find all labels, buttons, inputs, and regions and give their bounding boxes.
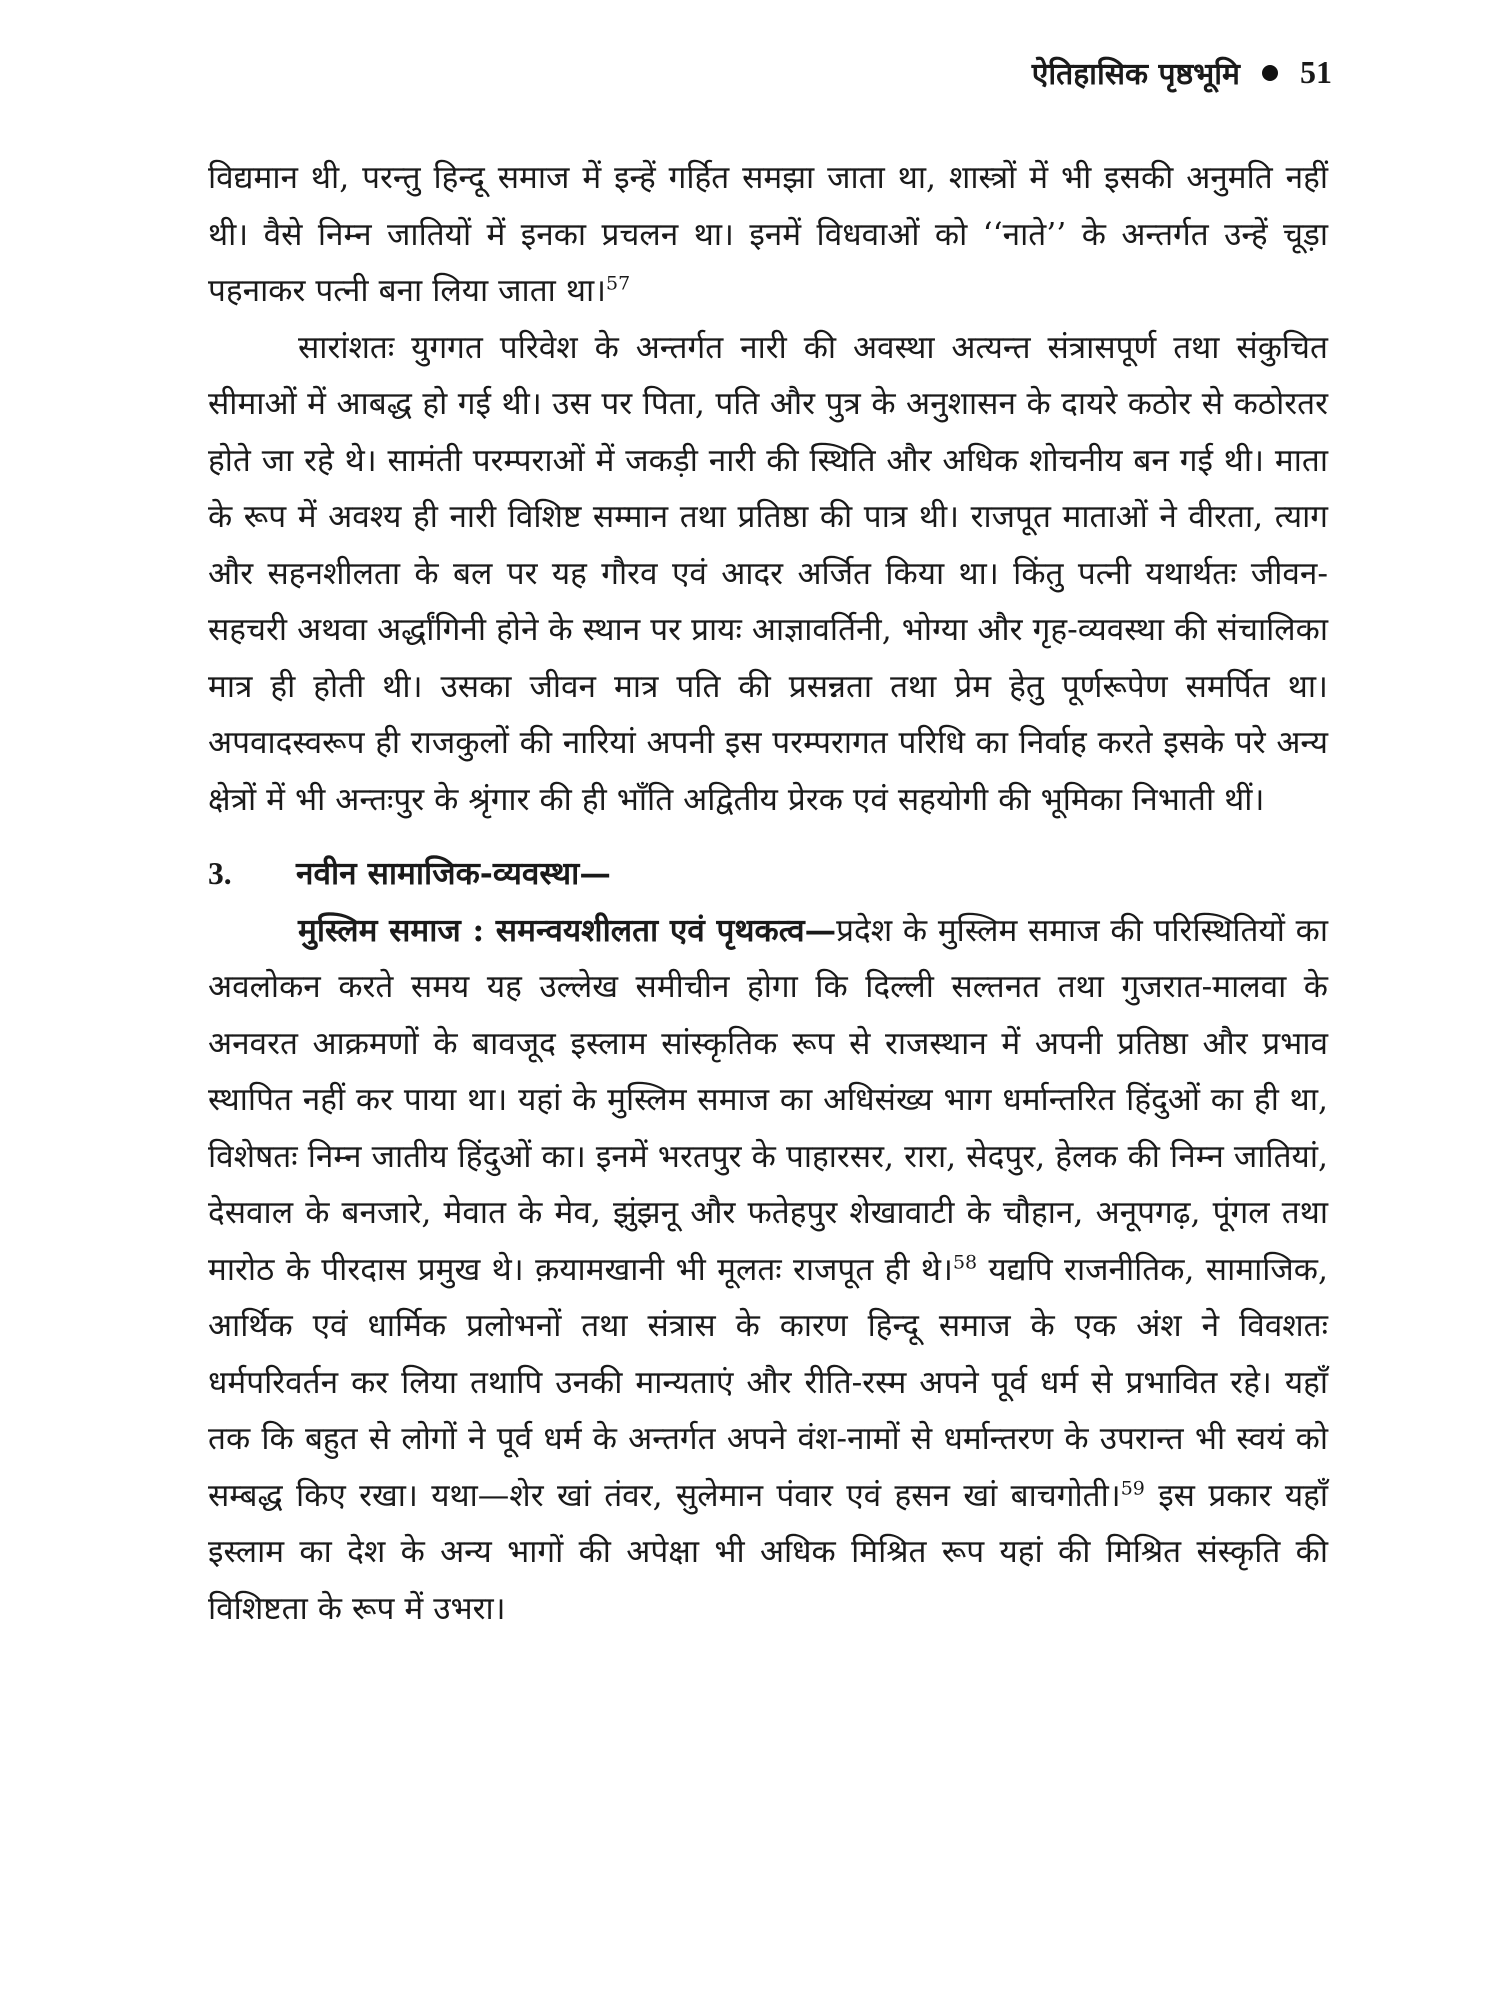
running-header [1032,52,1332,93]
page-number: 51 [1300,54,1332,90]
paragraph-subheading: मुस्लिम समाज : समन्वयशीलता एवं पृथकत्व— [298,911,837,949]
footnote-marker: 57 [606,272,631,295]
paragraph-summary [208,320,1328,829]
paragraph-text: यद्यपि राजनीतिक, सामाजिक, आर्थिक एवं धार्मिक प्रलोभनों तथा संत्रास के कारण हिन्दू समाज के एक अंश ने विवशतः धर्मपरिवर्तन कर लिया तथापि उनकी मान्यताएं और रीति-रस्म अपने पूर्व धर्म से प्रभावित रहे। यहाँ तक कि बहुत से लोगों ने पूर्व धर्म के अन्तर्गत अपने वंश-नामों से धर्मान्तरण के उपरान्त भी स्वयं को सम्बद्ध किए रखा। यथा—शेर खां तंवर, सुलेमान पंवार एवं हसन खां बाचगोती। [208,1251,1328,1514]
paragraph-continued [208,150,1328,320]
section-heading [208,846,1328,903]
bullet-icon [1262,65,1278,81]
body-text [208,150,1328,1637]
paragraph-text: विद्यमान थी, परन्तु हिन्दू समाज में इन्हें गर्हित समझा जाता था, शास्त्रों में भी इसकी अनुमति नहीं थी। वैसे निम्न जातियों में इनका प्रचलन था। इनमें विधवाओं को ‘‘नाते’’ के अन्तर्गत उन्हें चूड़ा पहनाकर पत्नी बना लिया जाता था। [208,160,1328,309]
footnote-marker: 59 [1120,1477,1145,1499]
running-title: ऐतिहासिक पृष्ठभूमि [1031,57,1240,92]
paragraph-text: सारांशतः युगगत परिवेश के अन्तर्गत नारी की अवस्था अत्यन्त संत्रासपूर्ण तथा संकुचित सीमाओं में आबद्ध हो गई थी। उस पर पिता, पति और पुत्र के अनुशासन के दायरे कठोर से कठोरतर होते जा रहे थे। सामंती परम्पराओं में जकड़ी नारी की स्थिति और अधिक शोचनीय बन गई थी। माता के रूप में अवश्य ही नारी विशिष्ट सम्मान तथा प्रतिष्ठा की पात्र थी। राजपूत माताओं ने वीरता, त्याग और सहनशीलता के बल पर यह गौरव एवं आदर अर्जित किया था। किंतु पत्नी यथार्थतः जीवन-सहचरी अथवा अर्द्धांगिनी होने के स्थान पर प्रायः आज्ञावर्तिनी, भोग्या और गृह-व्यवस्था की संचालिका मात्र ही होती थी। उसका जीवन मात्र पति की प्रसन्नता तथा प्रेम हेतु पूर्णरूपेण समर्पित था। अपवादस्वरूप ही राजकुलों की नारियां अपनी इस परम्परागत परिधि का निर्वाह करते इसके परे अन्य क्षेत्रों में भी अन्तःपुर के श्रृंगार की ही भाँति अद्वितीय प्रेरक एवं सहयोगी की भूमिका निभाती थीं। [208,329,1328,818]
footnote-marker: 58 [952,1251,978,1273]
paragraph-text: प्रदेश के मुस्लिम समाज की परिस्थितियों का अवलोकन करते समय यह उल्लेख समीचीन होगा कि दिल्ली सल्तनत तथा गुजरात-मालवा के अनवरत आक्रमणों के बावजूद इस्लाम सांस्कृतिक रूप से राजस्थान में अपनी प्रतिष्ठा और प्रभाव स्थापित नहीं कर पाया था। यहां के मुस्लिम समाज का अधिसंख्य भाग धर्मान्तरित हिंदुओं का ही था, विशेषतः निम्न जातीय हिंदुओं का। इनमें भरतपुर के पाहारसर, रारा, सेदपुर, हेलक की निम्न जातियां, देसवाल के बनजारे, मेवात के मेव, झुंझनू और फतेहपुर शेखावाटी के चौहान, अनूपगढ़, पूंगल तथा मारोठ के पीरदास प्रमुख थे। क़यामखानी भी मूलतः राजपूत ही थे। [208,912,1328,1288]
paragraph-text: इस प्रकार यहाँ इस्लाम का देश के अन्य भागों की अपेक्षा भी अधिक मिश्रित रूप यहां की मिश्रित संस्कृति की विशिष्टता के रूप में उभरा। [208,1477,1328,1627]
paragraph-muslim-society [208,903,1328,1638]
section-title: नवीन सामाजिक-व्यवस्था— [296,855,611,892]
section-number: 3. [208,856,232,891]
